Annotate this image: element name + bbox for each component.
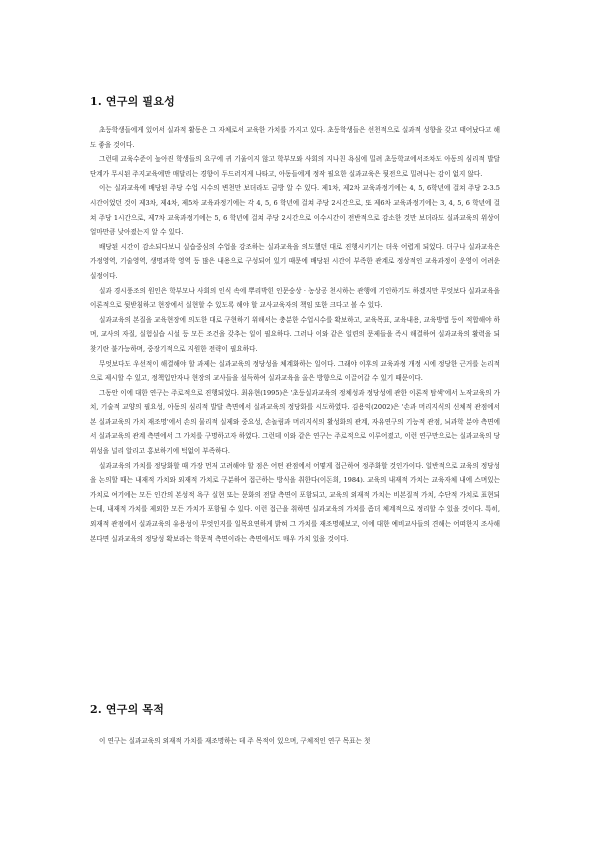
paragraph: 실과교육의 본질을 교육현장에 의도한 대로 구현하기 위해서는 충분한 수업시수를 확보하고, 교육목표, 교육내용, 교육방법 등이 적합해야 하며, 교사의 자질, 실험실습 시설 등 모든 조건을 갖추는 일이 필요하다. 그러나 이와 같은 일련의 문제들을 즉시 해결하여 실과교육의 활력을 되찾기란 불가능하며, 중장기적으로 지원한 전략이 필요하다. bbox=[90, 315, 500, 353]
section-body-1 bbox=[90, 123, 500, 546]
section-heading-2: 2. 연구의 목적 bbox=[90, 703, 165, 716]
paragraph: 실과교육의 가치를 정당화할 때 가장 먼저 고려해야 할 점은 어떤 관점에서 어떻게 접근하여 정주화할 것인가이다. 일반적으로 교육의 정당성을 논의할 때는 내재적 가치와 외재적 가치로 구분하여 접근하는 방식을 취한다(이돈희, 1984). 교육의 내재적 가치는 교육자체 내에 스며있는 가치로 여기에는 모든 인간의 본성적 욕구 실현 또는 문화의 전달 측면이 포함되고, 교육의 외재적 가치는 비본질적 가치, 수단적 가치로 표현되는데, 내재적 가치를 제외한 모든 가치가 포함될 수 있다. 이런 접근을 취하면 실과교육의 가치를 좀더 체계적으로 정리할 수 있을 것이다. 특히, 외재적 관점에서 실과교육의 유용성이 무엇인지를 일목요연하게 밝혀 그 가치를 재조명해보고, 이에 대한 예비교사들의 견해는 어떠한지 조사해본다면 실과교육의 정당성 확보라는 학문적 측면이라는 측면에서도 매우 가치 있을 것이다. bbox=[90, 461, 500, 543]
paragraph: 배당된 시간이 감소되다보니 실습중심의 수업을 강조하는 실과교육을 의도했던 대로 진행시키기는 더욱 어렵게 되었다. 더구나 실과교육은 가정영역, 기술영역, 생명과학 영역 등 많은 내용으로 구성되어 있기 때문에 배당된 시간이 부족한 관계로 정상적인 교육과정이 운영이 어려운 실정이다. bbox=[90, 242, 500, 280]
paragraph: 그동안 이에 대한 연구는 주로적으로 진행되었다. 최유현(1995)은 '초등실과교육의 정체성과 정당성에 관한 이론적 탐색'에서 노작교육의 가치, 기술적 교양의 필요성, 아동의 심리적 발달 측면에서 실과교육의 정당화를 시도하였다. 김용익(2002)은 '손과 머리지식의 신체적 관점에서 본 실과교육의 가치 재조명'에서 손의 물리적 실제와 중요성, 손놀림과 머리지식의 활성화의 관계, 자유연구의 기능적 관점, 뇌과학 분야 측면에서 실과교육의 관계 측면에서 그 가치를 구명하고자 하였다. 그런데 이와 같은 연구는 주로적으로 이루어졌고, 이런 연구만으로는 실과교육의 당위성을 널리 알리고 홍보하기에 턱없이 부족하다. bbox=[90, 388, 500, 456]
paragraph: 무엇보다도 우선적이 해결해야 할 과제는 실과교육의 정당성을 체계화하는 일이다. 그래야 이후의 교육과정 개정 시에 정당한 근거를 논리적으로 제시할 수 있고, 정책입안자나 현장의 교사들을 설득하여 실과교육을 올은 방향으로 이끌어갈 수 있기 때문이다. bbox=[90, 359, 500, 383]
paragraph: 초등학생들에게 있어서 실과적 활동은 그 자체로서 교육한 가치를 가지고 있다. 초등학생들은 선천적으로 실과적 성향을 갖고 태어났다고 해도 좋을 것이다. bbox=[90, 126, 500, 149]
paragraph: 그런데 교육수준이 높아진 학생들의 요구에 귀 기울이지 않고 학부모와 사회의 지나친 욕심에 밀려 초등학교에서조차도 아동의 심리적 발달 단계가 무시된 주지교육에만 매달리는 경향이 두드러지게 나타고, 아동들에게 정작 필요한 실과교육은 뒷전으로 밀려나는 감이 없지 않다. bbox=[90, 155, 500, 178]
paragraph: 실과 경시풍조의 원인은 학부모나 사회의 인식 속에 뿌리박힌 인문숭상 · 농상공 천시하는 관행에 기인하기도 하겠지만 무엇보다 실과교육을 이론적으로 뒷받침하고 현장에서 실현할 수 있도록 해야 할 교사교육자의 책임 또한 크다고 볼 수 있다. bbox=[90, 286, 500, 310]
section-body-2 bbox=[90, 734, 500, 749]
paragraph: 이 연구는 실과교육의 외재적 가치를 재조명하는 데 주 목적이 있으며, 구체적인 연구 목표는 첫 bbox=[99, 737, 371, 745]
paragraph: 이는 실과교육에 배당된 주당 수업 시수의 변천만 보더라도 금방 알 수 있다. 제1차, 제2차 교육과정기에는 4, 5, 6학년에 걸쳐 주당 2-3.5 시간이었던 것이 제3차, 제4차, 제5차 교육과정기에는 각 4, 5, 6 학년에 걸쳐 주당 2시간으로, 또 제6차 교육과정기에는 3, 4, 5, 6 학년에 걸쳐 주당 1시간으로, 제7차 교육과정기에는 5, 6 학년에 걸쳐 주당 2시간으로 이수시간이 전반적으로 감소한 것만 보더라도 실과교육의 위상이 얼마만큼 낮아졌는지 알 수 있다. bbox=[90, 184, 500, 237]
section-heading-1: 1. 연구의 필요성 bbox=[90, 95, 175, 108]
